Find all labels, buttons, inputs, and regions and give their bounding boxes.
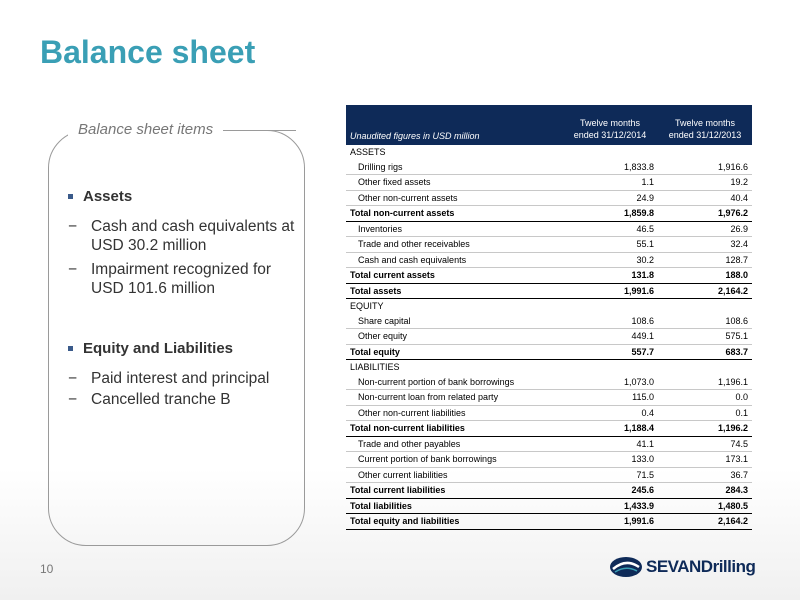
value-2013: 575.1	[658, 329, 752, 345]
value-2014: 1.1	[562, 175, 658, 191]
square-bullet-icon	[68, 194, 73, 199]
value-2013: 683.7	[658, 344, 752, 360]
total-row	[346, 514, 752, 530]
table-header-2013	[658, 105, 752, 145]
value-2014: 131.8	[562, 268, 658, 284]
table-body	[346, 145, 752, 529]
value-2014: 1,073.0	[562, 375, 658, 390]
value-2014: 245.6	[562, 483, 658, 499]
bullet-item	[68, 390, 300, 409]
value-2013: 1,976.2	[658, 206, 752, 222]
bullet-heading-label: Assets	[83, 188, 133, 205]
value-2014: 557.7	[562, 344, 658, 360]
row-label: Total equity	[346, 344, 562, 360]
table-header-row	[346, 105, 752, 145]
total-row	[346, 283, 752, 299]
value-2013: 1,480.5	[658, 498, 752, 514]
header-line: ended 31/12/2014	[573, 130, 647, 140]
row-label: Cash and cash equivalents	[346, 252, 562, 268]
value-2013: 36.7	[658, 467, 752, 483]
bullet-heading-label: Equity and Liabilities	[83, 340, 234, 357]
value-2013: 1,196.2	[658, 421, 752, 437]
value-2013: 284.3	[658, 483, 752, 499]
row-label: Total assets	[346, 283, 562, 299]
value-2013: 188.0	[658, 268, 752, 284]
table-row	[346, 237, 752, 253]
value-2014: 24.9	[562, 190, 658, 206]
bullet-item-text: Cancelled tranche B	[91, 391, 231, 408]
table-row	[346, 160, 752, 175]
total-row	[346, 483, 752, 499]
table-row	[346, 221, 752, 237]
value-2014: 71.5	[562, 467, 658, 483]
value-2014: 1,859.8	[562, 206, 658, 222]
page-number: 10	[40, 562, 54, 576]
balance-sheet-table	[346, 105, 752, 530]
total-row	[346, 498, 752, 514]
table-row	[346, 252, 752, 268]
dash-icon: −	[68, 218, 78, 235]
row-label: EQUITY	[350, 301, 384, 312]
table-header-label: Unaudited figures in USD million	[346, 105, 562, 145]
table-row	[346, 375, 752, 390]
table-row	[346, 405, 752, 421]
header-line: Twelve months	[579, 118, 641, 128]
value-2014: 133.0	[562, 452, 658, 468]
bullet-list	[68, 188, 300, 409]
value-2014: 449.1	[562, 329, 658, 345]
table-row	[346, 190, 752, 206]
header-line: Twelve months	[674, 118, 736, 128]
square-bullet-icon	[68, 346, 73, 351]
table-row	[346, 467, 752, 483]
value-2013	[658, 360, 752, 375]
value-2014: 46.5	[562, 221, 658, 237]
table-row	[346, 436, 752, 452]
logo-text: SEVANDrilling	[646, 557, 756, 576]
value-2014: 55.1	[562, 237, 658, 253]
value-2013: 2,164.2	[658, 514, 752, 530]
row-label: Total non-current liabilities	[346, 421, 562, 437]
value-2014: 1,188.4	[562, 421, 658, 437]
row-label: Drilling rigs	[346, 160, 562, 175]
row-label: Other fixed assets	[346, 175, 562, 191]
value-2013: 1,916.6	[658, 160, 752, 175]
table-row	[346, 314, 752, 329]
row-label: Other non-current liabilities	[346, 405, 562, 421]
bullet-item	[68, 217, 300, 255]
value-2013: 40.4	[658, 190, 752, 206]
row-label: Other equity	[346, 329, 562, 345]
row-label: Total liabilities	[346, 498, 562, 514]
row-label: Inventories	[346, 221, 562, 237]
value-2014	[562, 145, 658, 160]
row-label: Total non-current assets	[346, 206, 562, 222]
row-label: Non-current portion of bank borrowings	[346, 375, 562, 390]
value-2013: 19.2	[658, 175, 752, 191]
row-label: ASSETS	[350, 147, 386, 158]
table-row	[346, 452, 752, 468]
slide-title: Balance sheet	[40, 34, 256, 70]
table-row	[346, 175, 752, 191]
value-2014: 1,991.6	[562, 514, 658, 530]
row-label: Total current assets	[346, 268, 562, 284]
value-2013	[658, 299, 752, 314]
sevan-logo-icon	[609, 556, 643, 578]
bullet-item	[68, 260, 300, 298]
value-2014: 30.2	[562, 252, 658, 268]
panel-title: Balance sheet items	[68, 121, 223, 138]
table-header-2014	[562, 105, 658, 145]
value-2013	[658, 145, 752, 160]
total-row	[346, 344, 752, 360]
value-2013: 74.5	[658, 436, 752, 452]
value-2014: 1,991.6	[562, 283, 658, 299]
row-label: Other current liabilities	[346, 467, 562, 483]
bullet-item-text: Paid interest and principal	[91, 370, 270, 387]
company-logo	[609, 556, 755, 578]
bullet-item	[68, 369, 300, 388]
table-row	[346, 329, 752, 345]
value-2013: 0.0	[658, 390, 752, 406]
value-2014: 41.1	[562, 436, 658, 452]
value-2014: 115.0	[562, 390, 658, 406]
row-label: Non-current loan from related party	[346, 390, 562, 406]
bullet-heading-equity-liabilities	[68, 340, 300, 357]
total-row	[346, 421, 752, 437]
row-label: LIABILITIES	[350, 362, 400, 373]
value-2013: 0.1	[658, 405, 752, 421]
bullet-item-text: Cash and cash equivalents at USD 30.2 million	[91, 218, 295, 254]
value-2014: 108.6	[562, 314, 658, 329]
value-2013: 1,196.1	[658, 375, 752, 390]
bullet-item-text: Impairment recognized for USD 101.6 million	[91, 261, 272, 297]
section-row	[346, 145, 752, 160]
total-row	[346, 206, 752, 222]
value-2013: 2,164.2	[658, 283, 752, 299]
value-2013: 26.9	[658, 221, 752, 237]
value-2014: 1,833.8	[562, 160, 658, 175]
panel-header-line	[240, 130, 296, 131]
row-label: Share capital	[346, 314, 562, 329]
row-label: Other non-current assets	[346, 190, 562, 206]
value-2014	[562, 299, 658, 314]
value-2014	[562, 360, 658, 375]
value-2014: 1,433.9	[562, 498, 658, 514]
row-label: Trade and other payables	[346, 436, 562, 452]
row-label: Total current liabilities	[346, 483, 562, 499]
dash-icon: −	[68, 391, 78, 408]
row-label: Current portion of bank borrowings	[346, 452, 562, 468]
row-label: Total equity and liabilities	[346, 514, 562, 530]
dash-icon: −	[68, 370, 78, 387]
value-2013: 173.1	[658, 452, 752, 468]
header-line: ended 31/12/2013	[668, 130, 742, 140]
dash-icon: −	[68, 261, 78, 278]
section-row	[346, 299, 752, 314]
value-2014: 0.4	[562, 405, 658, 421]
bullet-heading-assets	[68, 188, 300, 205]
value-2013: 108.6	[658, 314, 752, 329]
value-2013: 32.4	[658, 237, 752, 253]
section-row	[346, 360, 752, 375]
total-row	[346, 268, 752, 284]
value-2013: 128.7	[658, 252, 752, 268]
table-row	[346, 390, 752, 406]
row-label: Trade and other receivables	[346, 237, 562, 253]
